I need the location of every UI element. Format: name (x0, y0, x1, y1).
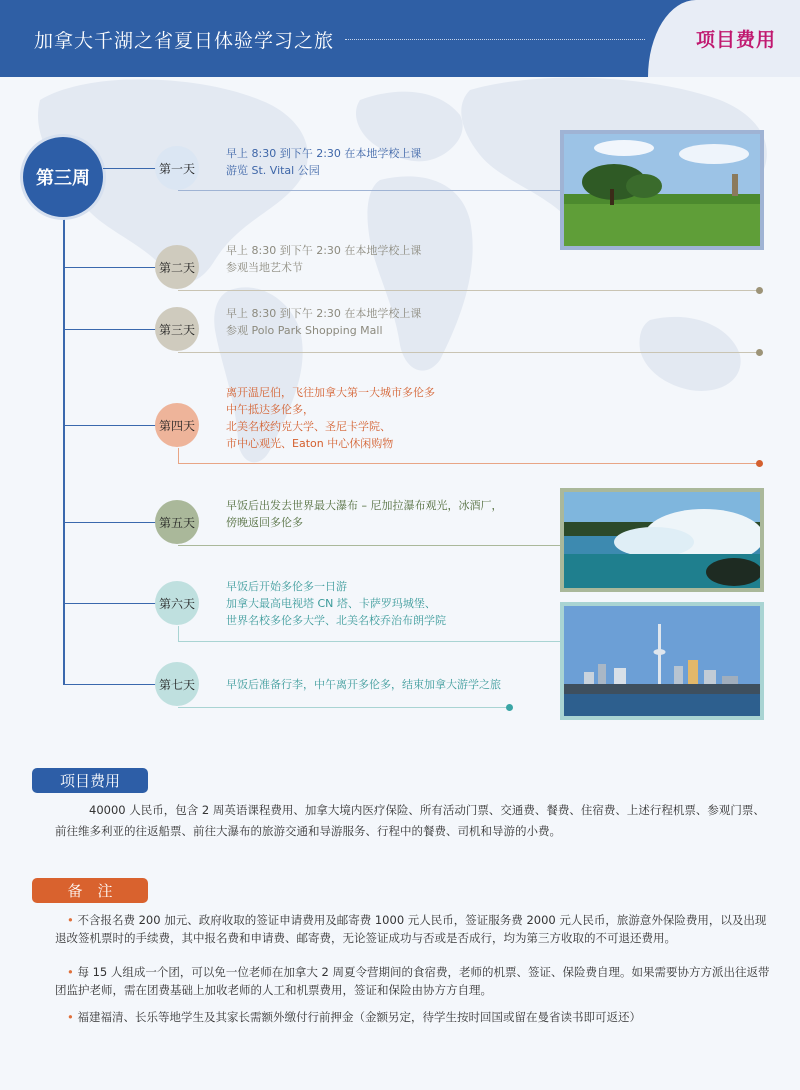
day-1-line: 早上 8:30 到下午 2:30 在本地学校上课 (226, 147, 422, 160)
day-circle-6: 第六天 (155, 581, 199, 625)
day-2-line: 参观当地艺术节 (226, 261, 303, 274)
day-4-line: 中午抵达多伦多， (226, 403, 314, 416)
day-2-underline (178, 290, 758, 291)
niagara-photo (560, 488, 764, 592)
day-3-line: 早上 8:30 到下午 2:30 在本地学校上课 (226, 307, 422, 320)
branch-line (64, 329, 157, 330)
fees-heading: 项目费用 (32, 768, 148, 793)
toronto-skyline-image (564, 606, 760, 716)
day-2-line: 早上 8:30 到下午 2:30 在本地学校上课 (226, 244, 422, 257)
day-3-line: 参观 Polo Park Shopping Mall (226, 324, 383, 337)
day-6-connector (178, 626, 179, 641)
note-item-3 (55, 1008, 770, 1026)
day-4-line: 离开温尼伯，飞往加拿大第一大城市多伦多 (226, 386, 435, 399)
header-dotted-divider (345, 39, 645, 40)
timeline-trunk (63, 215, 65, 685)
section-tab-label: 项目费用 (696, 29, 777, 51)
day-7-underline (178, 707, 508, 708)
day-2-end-dot (756, 287, 763, 294)
day-circle-7: 第七天 (155, 662, 199, 706)
day-4-line: 市中心观光、Eaton 中心休闲购物 (226, 437, 394, 450)
day-5-underline (178, 545, 561, 546)
day-circle-4: 第四天 (155, 403, 199, 447)
day-6-underline (178, 641, 561, 642)
day-4-end-dot (756, 460, 763, 467)
day-1-line: 游览 St. Vital 公园 (226, 164, 320, 177)
bullet-icon: • (67, 965, 74, 979)
branch-line (103, 168, 158, 169)
note-item-text: 每 15 人组成一个团，可以免一位老师在加拿大 2 周夏令营期间的食宿费，老师的机票、签证、保险费自理。如果需要协方方派出往返带团监护老师，需在团费基础上加收老师的人工和机票费用，签证和保险由协方方自理。 (55, 965, 770, 997)
branch-line (64, 603, 157, 604)
day-4-connector (178, 448, 179, 463)
day-3-underline (178, 352, 758, 353)
day-6-line: 世界名校多伦多大学、北美名校乔治布朗学院 (226, 614, 446, 627)
park-image (564, 134, 760, 246)
note-item-2 (55, 963, 770, 999)
bullet-icon: • (67, 913, 74, 927)
branch-line (64, 267, 157, 268)
day-4-description (226, 384, 435, 452)
notes-heading: 备 注 (32, 878, 148, 903)
day-circle-5: 第五天 (155, 500, 199, 544)
park-photo (560, 130, 764, 250)
day-1-description (226, 145, 421, 179)
day-7-line: 早饭后准备行李，中午离开多伦多，结束加拿大游学之旅 (226, 678, 501, 691)
day-4-underline (178, 463, 758, 464)
day-circle-1: 第一天 (155, 146, 199, 190)
day-circle-2: 第二天 (155, 245, 199, 289)
page-title: 加拿大千湖之省夏日体验学习之旅 (34, 30, 335, 52)
day-7-description (226, 676, 501, 693)
branch-line (64, 425, 157, 426)
branch-line (64, 684, 157, 685)
day-circle-3: 第三天 (155, 307, 199, 351)
niagara-falls-image (564, 492, 760, 588)
toronto-photo (560, 602, 764, 720)
day-3-end-dot (756, 349, 763, 356)
day-5-description (226, 497, 503, 531)
day-5-line: 傍晚返回多伦多 (226, 516, 303, 529)
day-3-description (226, 305, 421, 339)
day-1-underline (178, 190, 560, 191)
note-item-text: 不含报名费 200 加元、政府收取的签证申请费用及邮寄费 1000 元人民币，签证服务费 2000 元人民币，旅游意外保险费用，以及出现退改签机票时的手续费，其中报名费和申请费、邮寄费，无论签证成功与否或是否成行，均为第三方收取的不可退还费用。 (55, 913, 767, 945)
bullet-icon: • (67, 1010, 74, 1024)
day-6-line: 早饭后开始多伦多一日游 (226, 580, 347, 593)
day-5-line: 早饭后出发去世界最大瀑布 – 尼加拉瀑布观光，冰酒厂， (226, 499, 503, 512)
fees-description: 40000 人民币，包含 2 周英语课程费用、加拿大境内医疗保险、所有活动门票、交通费、餐费、住宿费、上述行程机票、参观门票、前往维多利亚的往返船票、前往大瀑布的旅游交通和导游服务、行程中的餐费、司机和导游的小费。 (55, 803, 765, 838)
note-item-text: 福建福清、长乐等地学生及其家长需额外缴付行前押金（金额另定，待学生按时回国或留在曼省读书即可返还） (77, 1010, 641, 1024)
week-badge: 第三周 (23, 137, 103, 217)
day-6-line: 加拿大最高电视塔 CN 塔、卡萨罗玛城堡、 (226, 597, 436, 610)
note-item-1 (55, 911, 770, 947)
day-7-end-dot (506, 704, 513, 711)
page-header (0, 0, 800, 77)
day-2-description (226, 242, 421, 276)
day-4-line: 北美名校约克大学、圣尼卡学院、 (226, 420, 391, 433)
branch-line (64, 522, 157, 523)
day-6-description (226, 578, 446, 629)
